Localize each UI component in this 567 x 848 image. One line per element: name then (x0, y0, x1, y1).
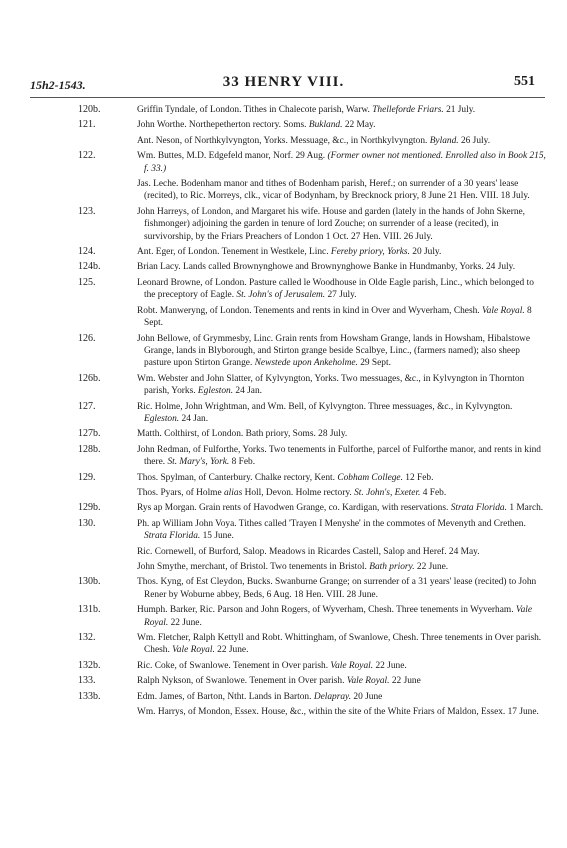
entry-text (137, 472, 546, 484)
entry-row (0, 261, 567, 273)
entry-text (137, 150, 546, 175)
entry-row (0, 305, 567, 330)
entry-text (137, 502, 546, 514)
entry-text (137, 632, 546, 657)
entry-italic-text: Cobham College. (337, 472, 403, 483)
entry-text (137, 675, 546, 687)
entry-number: 126b. (78, 372, 101, 384)
entry-plain-text: John Redman, of Fulforthe, Yorks. Two tenements in Fulforthe, parcel of Fulforthe manor, and rents in kind there. (137, 444, 541, 468)
entry-italic-text: (Former owner not mentioned. Enrolled also in Book 215, f. 33.) (144, 151, 546, 174)
entry-plain-text: John Worthe. Northepetherton rectory. Soms. (137, 120, 309, 131)
entry-italic-text: Fereby priory, Yorks. (330, 247, 410, 258)
entry-plain-text: 24 Jan. (179, 413, 209, 424)
entry-text (137, 246, 546, 258)
entry-number: 122. (78, 150, 96, 162)
entry-plain-text: Ric. Cornewell, of Burford, Salop. Meadows in Ricardes Castell, Salop and Heref. 24 May. (137, 546, 480, 557)
entry-plain-text: 29 Sept. (357, 358, 391, 369)
entry-italic-text: Vale Royal. (330, 660, 374, 671)
entry-plain-text: 20 July. (409, 247, 442, 258)
entry-plain-text: Thos. Kyng, of Est Cleydon, Bucks. Swanburne Grange; on surrender of a 31 years' lease (recited) to John Rener by Woburne abbey, Beds, 6 Aug. 18 Hen. VIII. 28 June. (137, 577, 537, 600)
entry-text (137, 401, 546, 426)
entry-italic-text: Byland. (429, 135, 459, 146)
entry-row (0, 502, 567, 514)
entry-number: 130. (78, 517, 96, 529)
entry-row (0, 472, 567, 484)
entry-plain-text: Griffin Tyndale, of London. Tithes in Chalecote parish, Warw. (137, 105, 373, 115)
entry-row (0, 104, 567, 116)
entry-italic-text: Newstede upon Ankeholme. (254, 358, 358, 369)
entry-plain-text: Ric. Holme, John Wrightman, and Wm. Bell, of Kylvyngton. Three messuages, &c., in Kylvyngton. (137, 401, 513, 412)
entry-row (0, 246, 567, 258)
entry-plain-text: Robt. Manweryng, of London. Tenements and rents in kind in Over and Wyverham, Chesh. (137, 305, 482, 316)
entry-plain-text: 24 Jan. (233, 386, 262, 397)
entry-number: 127b. (78, 428, 101, 440)
page-header (0, 60, 567, 92)
entry-plain-text: 4 Feb. (420, 487, 447, 498)
entry-plain-text: Wm. Webster and John Slatter, of Kylvyngton, Yorks. Two messuages, &c., in Kylvyngton in Thornton parish, Yorks. (137, 373, 525, 397)
entry-text (137, 604, 546, 629)
entry-row (0, 487, 567, 499)
entry-plain-text: 1 March. (506, 503, 544, 514)
entry-row (0, 178, 567, 203)
entry-row (0, 135, 567, 147)
page-number: 551 (514, 74, 535, 89)
entry-number: 129. (78, 471, 96, 483)
entry-italic-text: Egleston. (144, 413, 180, 424)
entry-row (0, 518, 567, 543)
entry-plain-text: Ph. ap William John Voya. Tithes called 'Trayen I Menyshe' in the commotes of Mevenyth and Crethen. (137, 518, 526, 529)
entry-row (0, 119, 567, 131)
entry-italic-text: Delapray. (313, 691, 352, 702)
entry-plain-text: Thos. Spylman, of Canterbury. Chalke rectory, Kent. (137, 472, 338, 483)
entry-plain-text: Ralph Nykson, of Swanlowe. Tenement in Over parish. (137, 676, 347, 687)
entry-italic-text: Vale Royal. (172, 645, 215, 656)
entry-row (0, 444, 567, 469)
entry-row (0, 428, 567, 440)
entry-plain-text: John Bellowe, of Grymmesby, Linc. Grain rents from Howsham Grange, lands in Howsham, Hibalstowe Grange, lands in Blyborough, and Stirton grange beside Scalbye, Linc., (farmers named); also sheep pasture upon Stirton Grange. (137, 333, 531, 369)
entry-plain-text: 22 June. (373, 660, 407, 671)
entry-plain-text: 22 June. (414, 562, 449, 572)
entry-plain-text: Wm. Buttes, M.D. Edgefeld manor, Norf. 29 Aug. (137, 151, 328, 162)
entry-row (0, 675, 567, 687)
entry-italic-text: alias (223, 487, 243, 498)
entry-number: 133. (78, 675, 96, 687)
entry-number: 128b. (78, 443, 101, 455)
entry-plain-text: 26 July. (458, 135, 491, 146)
entry-row (0, 632, 567, 657)
entry-italic-text: Bukland. (308, 120, 343, 131)
entry-plain-text: Wm. Harrys, of Mondon, Essex. House, &c., within the site of the White Friars of Maldon, Essex. 17 June. (137, 707, 539, 718)
running-title: 33 HENRY VIII. (222, 74, 345, 90)
entry-row (0, 373, 567, 398)
entry-text (137, 487, 546, 499)
entry-text (137, 178, 546, 203)
entry-plain-text: Edm. James, of Barton, Ntht. Lands in Barton. (137, 691, 314, 702)
entry-row (0, 546, 567, 558)
entry-number: 130b. (78, 576, 101, 588)
entry-plain-text: Jas. Leche. Bodenham manor and tithes of Bodenham parish, Heref.; on surrender of a 30 years' lease (recited), to Ric. Morreys, clk., vicar of Bodynham, by Brecknock priory, 8 June 21 Hen. VIII. 18 July. (137, 179, 530, 202)
entry-plain-text: Thos. Pyars, of Holme (137, 487, 224, 498)
entry-row (0, 576, 567, 601)
entry-plain-text: Matth. Colthirst, of London. Bath priory, Soms. 28 July. (137, 429, 348, 440)
entry-italic-text: Vale Royal. (346, 676, 390, 687)
entry-text (137, 691, 546, 703)
entry-plain-text: 12 Feb. (402, 472, 434, 483)
entry-number: 125. (78, 276, 96, 288)
entry-text (137, 104, 546, 116)
entry-text (137, 119, 546, 131)
entry-text (137, 333, 546, 370)
entry-italic-text: St. John's, Exeter. (354, 487, 421, 498)
entry-plain-text: Holl, Devon. Holme rectory. (242, 487, 355, 498)
entry-text (137, 518, 546, 543)
entry-plain-text: 22 June (389, 676, 421, 687)
entry-number: 121. (78, 119, 96, 131)
entry-row (0, 401, 567, 426)
entry-text (137, 428, 546, 440)
entry-number: 124. (78, 246, 96, 258)
entry-plain-text: 20 June (351, 691, 383, 702)
entry-number: 120b. (78, 104, 101, 115)
entry-text (137, 261, 546, 273)
entry-row (0, 277, 567, 302)
entry-plain-text: Ant. Eger, of London. Tenement in Westkele, Linc. (137, 247, 331, 258)
entry-plain-text: 27 July. (325, 290, 357, 301)
entry-italic-text: Thelleforde Friars. (372, 105, 444, 115)
entry-text (137, 277, 546, 302)
entry-text (137, 373, 546, 398)
entry-row (0, 604, 567, 629)
entry-text (137, 305, 546, 330)
entry-text (137, 546, 546, 558)
entry-plain-text: 22 May. (342, 120, 376, 131)
entry-plain-text: John Smythe, merchant, of Bristol. Two tenements in Bristol. (137, 562, 370, 572)
header-rule (30, 97, 545, 98)
entry-number: 132b. (78, 659, 101, 671)
entry-number: 132. (78, 632, 96, 644)
entry-text (137, 444, 546, 469)
entry-number: 123. (78, 205, 96, 217)
entry-plain-text: Leonard Browne, of London. Pasture called le Woodhouse in Olde Eagle parish, Linc., which belonged to the preceptory of Eagle. (137, 277, 534, 301)
entry-row (0, 206, 567, 243)
entry-plain-text: Wm. Fletcher, Ralph Kettyll and Robt. Whittingham, of Swanlowe, Chesh. Three tenements in Over parish. Chesh. (137, 633, 542, 656)
entry-number: 129b. (78, 502, 101, 514)
entry-italic-text: Vale Royal. (481, 305, 525, 316)
entry-text (137, 135, 546, 147)
entries-list (0, 104, 567, 721)
entry-plain-text: 21 July. (443, 105, 476, 115)
entry-plain-text: Ric. Coke, of Swanlowe. Tenement in Over parish. (137, 660, 331, 671)
entry-text (137, 660, 546, 672)
entry-plain-text: 22 June. (168, 617, 202, 628)
entry-row (0, 691, 567, 703)
entry-number: 131b. (78, 604, 101, 616)
entry-number: 126. (78, 332, 96, 344)
entry-italic-text: St. Mary's, York. (167, 457, 230, 468)
entry-row (0, 660, 567, 672)
entry-italic-text: Bath priory. (369, 562, 415, 572)
entry-number: 124b. (78, 261, 101, 273)
entry-italic-text: Egleston. (197, 386, 234, 397)
entry-plain-text: Brian Lacy. Lands called Brownynghowe and Brownynghowe Banke in Hundmanby, Yorks. 24 July. (137, 262, 516, 273)
entry-number: 133b. (78, 690, 101, 702)
entry-row (0, 706, 567, 718)
entry-text (137, 576, 546, 601)
entry-number: 127. (78, 400, 96, 412)
entry-plain-text: John Harreys, of London, and Margaret his wife. House and garden (lately in the hands of John Skerne, fishmonger) adjoining the garden in tenure of lord Zouche; on surrender of a lease (recited), in survivorship, by the Friars Preachers of London 1 Oct. 27 Hen. VIII. 26 July. (137, 206, 526, 242)
entry-plain-text: Rys ap Morgan. Grain rents of Havodwen Grange, co. Kardigan, with reservations. (137, 503, 451, 514)
entry-italic-text: Vale Royal. (144, 605, 533, 628)
entry-italic-text: St. John's of Jerusalem. (236, 290, 326, 301)
entry-plain-text: 22 June. (214, 645, 249, 656)
entry-plain-text: 15 June. (200, 531, 234, 542)
entry-italic-text: Strata Florida. (450, 503, 507, 514)
entry-italic-text: Strata Florida. (144, 531, 201, 542)
year-range: 15h2-1543. (30, 78, 86, 92)
entry-row (0, 333, 567, 370)
entry-row (0, 150, 567, 175)
entry-plain-text: Ant. Neson, of Northkylvyngton, Yorks. Messuage, &c., in Northkylvyngton. (137, 135, 430, 146)
entry-text (137, 206, 546, 243)
entry-text (137, 706, 546, 718)
entry-plain-text: 8 Sept. (144, 305, 532, 329)
entry-row (0, 561, 567, 573)
entry-plain-text: 8 Feb. (229, 457, 256, 468)
entry-plain-text: Humph. Barker, Ric. Parson and John Rogers, of Wyverham, Chesh. Three tenements in Wyverham. (137, 605, 516, 616)
entry-text (137, 561, 546, 573)
